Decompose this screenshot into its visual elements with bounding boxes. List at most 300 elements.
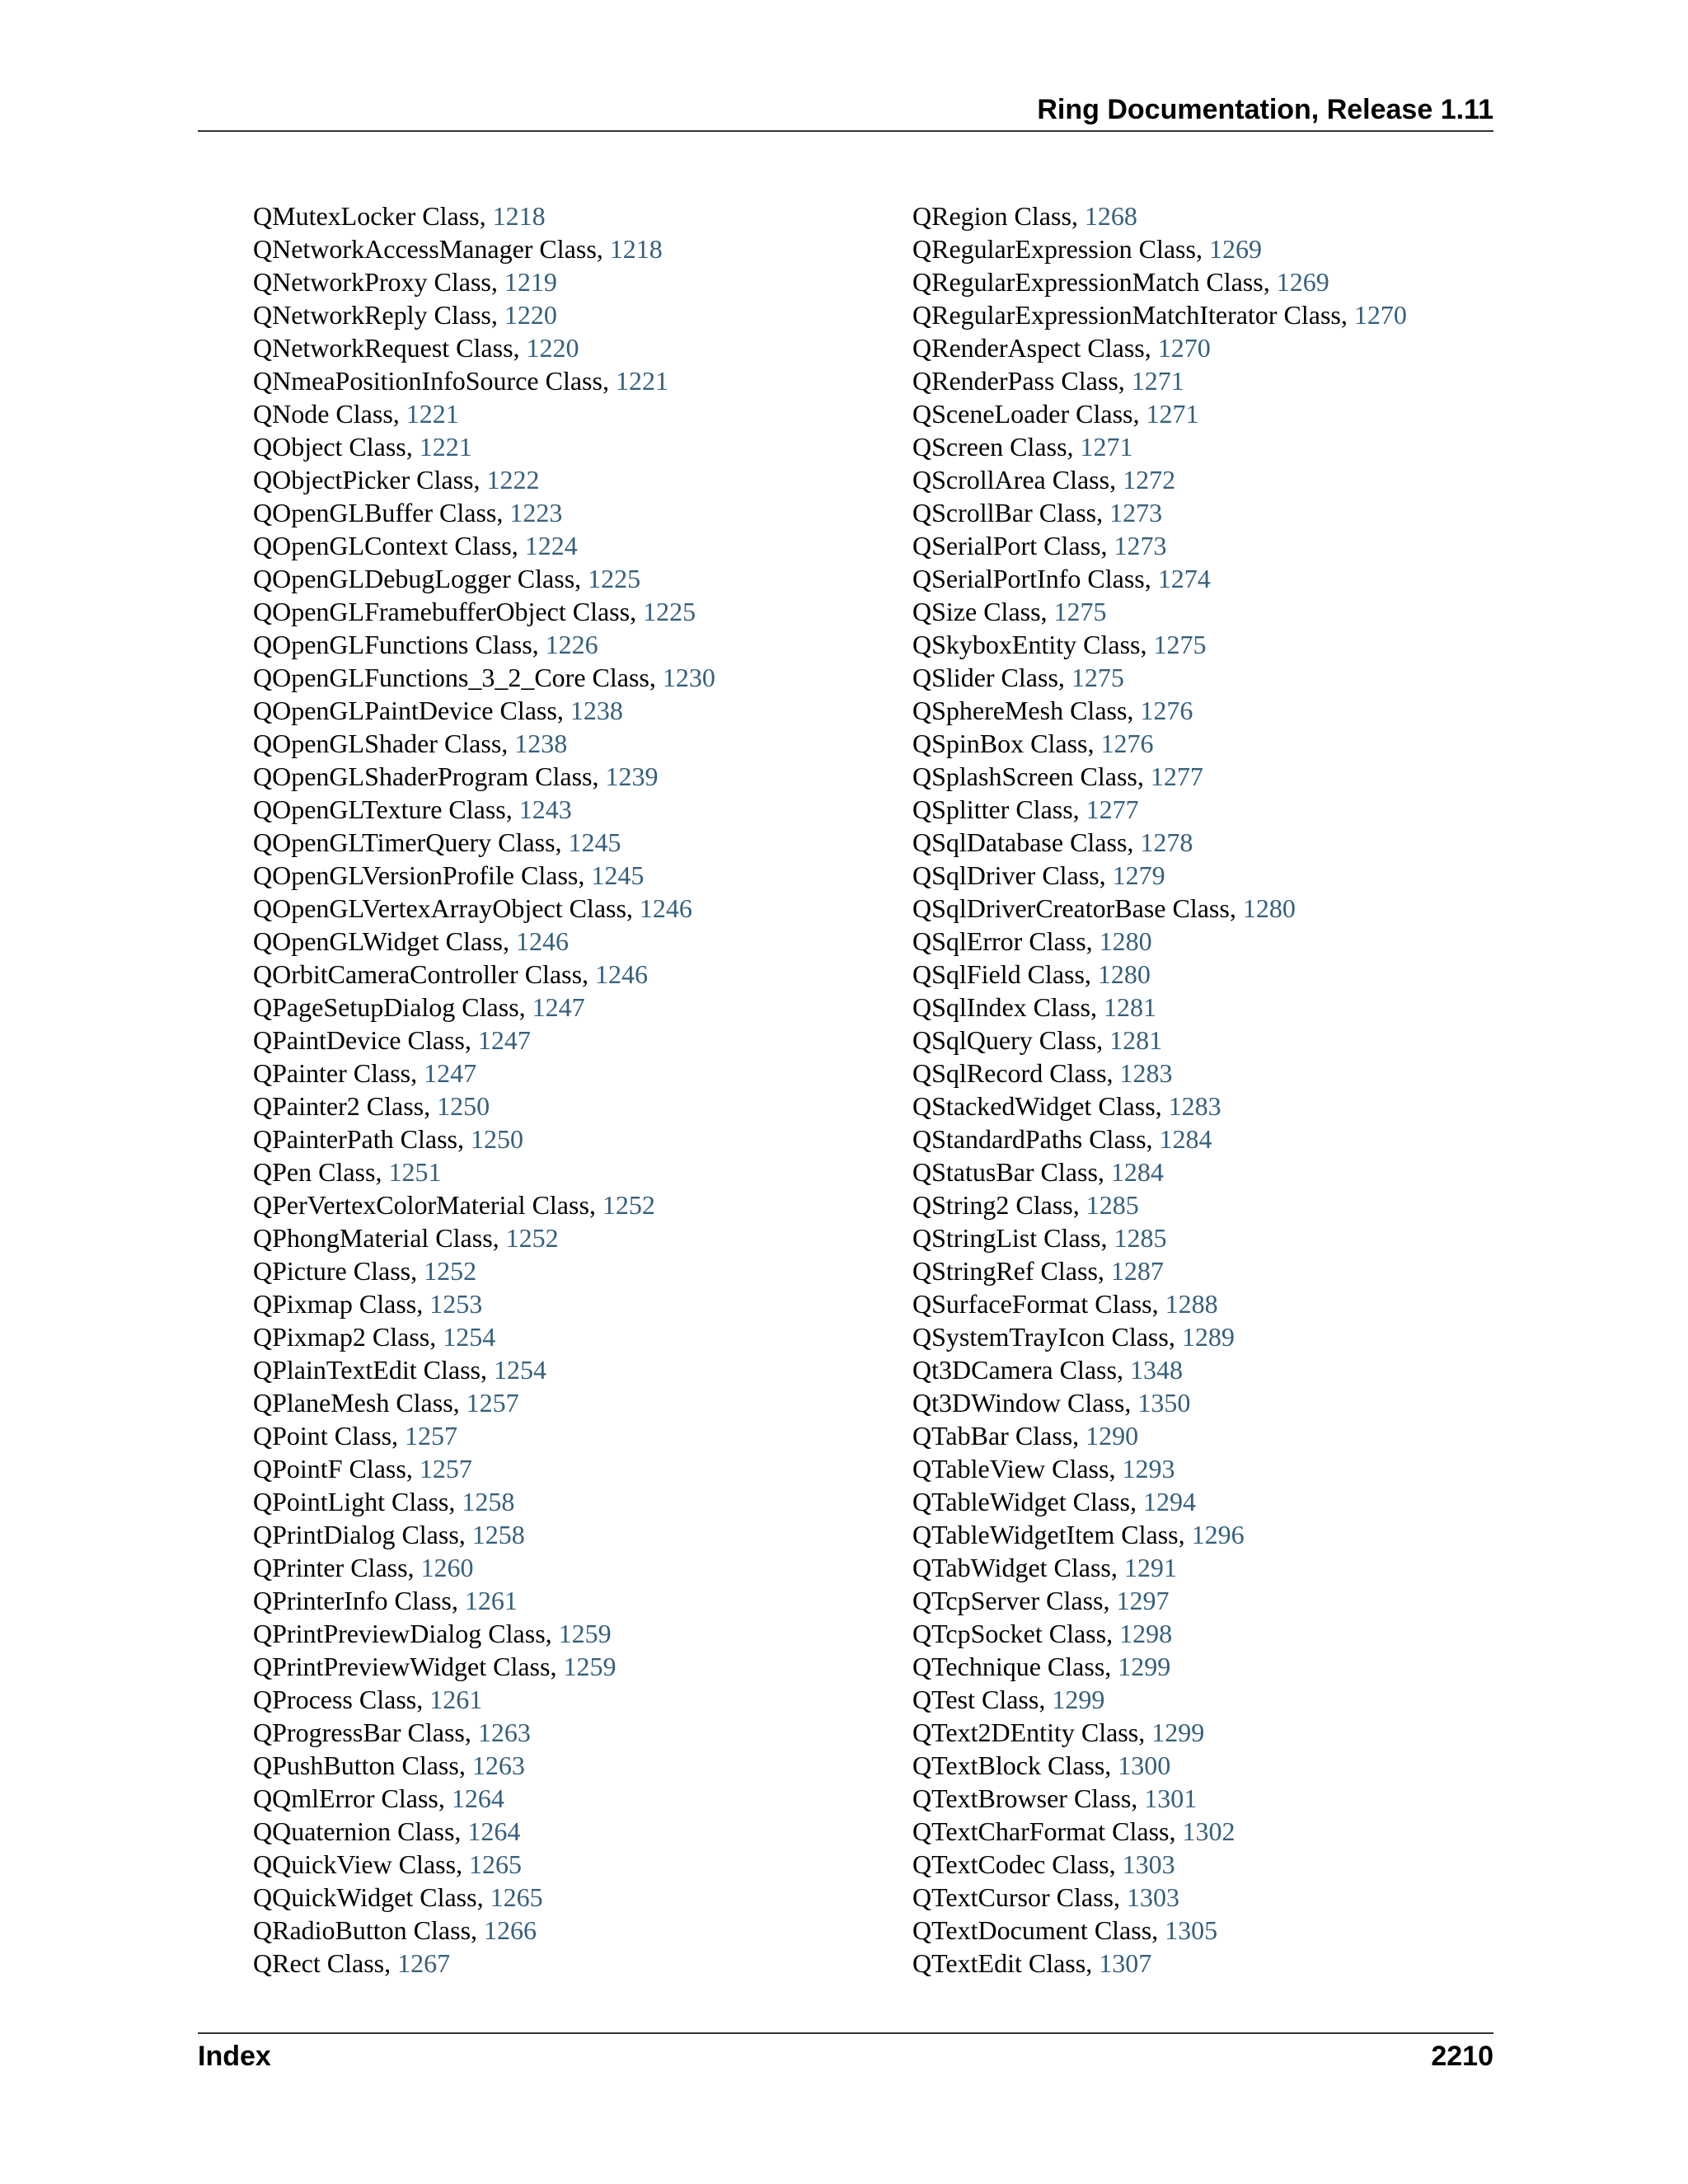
index-entry-page-link[interactable]: 1263 [477, 1718, 531, 1747]
index-entry-page-link[interactable]: 1252 [505, 1223, 559, 1253]
index-entry-page-link[interactable]: 1264 [451, 1783, 504, 1813]
index-entry-page-link[interactable]: 1260 [420, 1553, 474, 1582]
index-entry-page-link[interactable]: 1238 [514, 729, 568, 758]
index-entry-page-link[interactable]: 1288 [1165, 1289, 1218, 1319]
index-entry-page-link[interactable]: 1257 [405, 1421, 458, 1451]
index-entry: QTextBlock Class, 1300 [912, 1750, 1171, 1780]
index-entry: QStackedWidget Class, 1283 [912, 1091, 1221, 1121]
index-entry-page-link[interactable]: 1257 [419, 1454, 472, 1483]
index-entry-page-link[interactable]: 1299 [1118, 1652, 1171, 1681]
index-entry: QSystemTrayIcon Class, 1289 [912, 1322, 1235, 1352]
index-entry: QTcpSocket Class, 1298 [912, 1619, 1173, 1648]
index-entry-page-link[interactable]: 1280 [1097, 959, 1151, 989]
index-entry-page-link[interactable]: 1270 [1353, 300, 1407, 330]
index-entry: QSqlDriver Class, 1279 [912, 860, 1165, 890]
index-entry: QOpenGLTimerQuery Class, 1245 [253, 827, 621, 857]
index-entry: QPen Class, 1251 [253, 1157, 442, 1187]
index-entry-page-link[interactable]: 1302 [1182, 1816, 1236, 1846]
index-entry-page-link[interactable]: 1278 [1140, 827, 1193, 857]
index-entry-name: QSqlQuery Class [912, 1025, 1097, 1055]
index-entry-name: QScreen Class [912, 432, 1067, 462]
index-entry-name: QNetworkProxy Class [253, 267, 491, 297]
index-entry-page-link[interactable]: 1277 [1150, 762, 1203, 791]
index-entry: QRegularExpressionMatchIterator Class, 1270 [912, 300, 1407, 330]
index-entry-name: QSqlIndex Class [912, 992, 1090, 1022]
index-entry-page-link[interactable]: 1289 [1181, 1322, 1235, 1352]
index-entry-page-link[interactable]: 1285 [1114, 1223, 1167, 1253]
index-entry-name: QPainter2 Class [253, 1091, 424, 1121]
index-entry-page-link[interactable]: 1280 [1242, 893, 1296, 923]
index-entry: QTest Class, 1299 [912, 1685, 1105, 1714]
index-entry: QNode Class, 1221 [253, 399, 459, 429]
index-entry-page-link[interactable]: 1350 [1137, 1388, 1191, 1418]
index-entry: QSqlQuery Class, 1281 [912, 1025, 1163, 1055]
index-entry-page-link[interactable]: 1267 [397, 1948, 451, 1978]
index-entry: QSphereMesh Class, 1276 [912, 696, 1193, 725]
index-entry-name: QTextCharFormat Class [912, 1816, 1170, 1846]
index-entry-name: QTableWidget Class [912, 1487, 1130, 1516]
index-entry-name: QSerialPort Class [912, 531, 1101, 560]
index-entry-page-link[interactable]: 1268 [1084, 201, 1137, 231]
index-entry-name: QRegion Class [912, 201, 1071, 231]
index-entry: QOpenGLPaintDevice Class, 1238 [253, 696, 623, 725]
index-entry-name: QTableWidgetItem Class [912, 1520, 1179, 1549]
index-entry-page-link[interactable]: 1253 [429, 1289, 483, 1319]
index-entry: QQmlError Class, 1264 [253, 1783, 504, 1813]
index-entry: QPainter2 Class, 1250 [253, 1091, 490, 1121]
index-entry: QOrbitCameraController Class, 1246 [253, 959, 649, 989]
index-entry-page-link[interactable]: 1246 [595, 959, 649, 989]
index-entry: QTextDocument Class, 1305 [912, 1915, 1218, 1945]
index-entry-name: QPlainTextEdit Class [253, 1355, 481, 1385]
index-entry-name: QString2 Class [912, 1190, 1073, 1220]
index-entry-name: QOpenGLShader Class [253, 729, 502, 758]
index-entry: QSize Class, 1275 [912, 597, 1107, 626]
index-entry-name: QOpenGLFunctions_3_2_Core Class [253, 663, 649, 692]
index-entry-page-link[interactable]: 1283 [1119, 1058, 1173, 1088]
index-entry: QPixmap2 Class, 1254 [253, 1322, 496, 1352]
index-entry: QObject Class, 1221 [253, 432, 472, 462]
index-entry-name: QText2DEntity Class [912, 1718, 1139, 1747]
index-entry-page-link[interactable]: 1298 [1119, 1619, 1173, 1648]
index-entry-page-link[interactable]: 1261 [429, 1685, 483, 1714]
index-entry-page-link[interactable]: 1221 [615, 366, 668, 396]
index-entry: QPicture Class, 1252 [253, 1256, 477, 1286]
index-entry-page-link[interactable]: 1279 [1112, 860, 1165, 890]
document-title: Ring Documentation, Release 1.11 [1037, 94, 1493, 125]
index-entry-name: QRenderAspect Class [912, 333, 1145, 363]
index-entry: QSerialPortInfo Class, 1274 [912, 564, 1211, 593]
index-entry-name: QSystemTrayIcon Class [912, 1322, 1169, 1352]
index-entry: QPlainTextEdit Class, 1254 [253, 1355, 546, 1385]
index-entry: QPrintDialog Class, 1258 [253, 1520, 525, 1549]
index-entry: QOpenGLFunctions_3_2_Core Class, 1230 [253, 663, 715, 692]
index-entry-page-link[interactable]: 1284 [1110, 1157, 1164, 1187]
index-entry-page-link[interactable]: 1252 [424, 1256, 477, 1286]
index-entry-page-link[interactable]: 1269 [1208, 234, 1262, 264]
index-entry-name: QPen Class [253, 1157, 376, 1187]
index-entry-page-link[interactable]: 1265 [469, 1849, 523, 1879]
index-entry-page-link[interactable]: 1252 [602, 1190, 655, 1220]
index-entry-page-link[interactable]: 1297 [1116, 1586, 1170, 1615]
index-entry-page-link[interactable]: 1224 [524, 531, 578, 560]
index-entry-page-link[interactable]: 1299 [1052, 1685, 1105, 1714]
index-entry-name: QPointF Class [253, 1454, 406, 1483]
index-entry: QPainter Class, 1247 [253, 1058, 477, 1088]
index-entry-page-link[interactable]: 1276 [1100, 729, 1154, 758]
index-entry-name: QPointLight Class [253, 1487, 449, 1516]
index-entry: QQuaternion Class, 1264 [253, 1816, 521, 1846]
index-entry-page-link[interactable]: 1273 [1109, 498, 1163, 527]
index-entry-name: QSqlError Class [912, 926, 1086, 956]
index-entry-page-link[interactable]: 1258 [462, 1487, 515, 1516]
index-entry: QProgressBar Class, 1263 [253, 1718, 531, 1747]
index-entry-name: QScrollBar Class [912, 498, 1097, 527]
index-entry: QSqlField Class, 1280 [912, 959, 1151, 989]
index-entry: QScrollBar Class, 1273 [912, 498, 1163, 527]
page-footer [198, 2032, 1493, 2083]
index-entry-name: QProcess Class [253, 1685, 417, 1714]
index-entry: QObjectPicker Class, 1222 [253, 465, 540, 494]
index-entry-page-link[interactable]: 1294 [1142, 1487, 1196, 1516]
index-entry: QSqlIndex Class, 1281 [912, 992, 1156, 1022]
index-entry: QSqlRecord Class, 1283 [912, 1058, 1173, 1088]
index-entry: QOpenGLVersionProfile Class, 1245 [253, 860, 645, 890]
index-entry: QOpenGLFunctions Class, 1226 [253, 630, 598, 659]
index-entry: QRegularExpressionMatch Class, 1269 [912, 267, 1329, 297]
index-entry: QOpenGLWidget Class, 1246 [253, 926, 569, 956]
index-entry-page-link[interactable]: 1287 [1110, 1256, 1164, 1286]
index-entry: QOpenGLShaderProgram Class, 1239 [253, 762, 659, 791]
index-entry-page-link[interactable]: 1219 [504, 267, 557, 297]
index-entry-name: QTabWidget Class [912, 1553, 1111, 1582]
index-entry: QTechnique Class, 1299 [912, 1652, 1171, 1681]
index-entry-name: QPrinterInfo Class [253, 1586, 452, 1615]
index-entry-page-link[interactable]: 1239 [605, 762, 659, 791]
index-entry-page-link[interactable]: 1275 [1153, 630, 1207, 659]
index-entry-name: QTextDocument Class [912, 1915, 1152, 1945]
index-entry: QTextCharFormat Class, 1302 [912, 1816, 1236, 1846]
index-entry: QNetworkRequest Class, 1220 [253, 333, 579, 363]
index-entry-page-link[interactable]: 1274 [1157, 564, 1211, 593]
index-entry: QOpenGLFramebufferObject Class, 1225 [253, 597, 696, 626]
index-entry-page-link[interactable]: 1247 [477, 1025, 531, 1055]
index-entry-name: QRenderPass Class [912, 366, 1118, 396]
index-entry-name: QRegularExpression Class [912, 234, 1196, 264]
index-entry: QPrintPreviewDialog Class, 1259 [253, 1619, 612, 1648]
index-entry-page-link[interactable]: 1270 [1157, 333, 1211, 363]
index-entry-name: QPicture Class [253, 1256, 411, 1286]
index-entry-name: QRegularExpressionMatch Class [912, 267, 1264, 297]
index-entry: QQuickView Class, 1265 [253, 1849, 523, 1879]
index-entry-name: QSqlDriver Class [912, 860, 1100, 890]
index-entry: QStatusBar Class, 1284 [912, 1157, 1164, 1187]
index-entry-page-link[interactable]: 1293 [1122, 1454, 1175, 1483]
index-entry-page-link[interactable]: 1283 [1168, 1091, 1221, 1121]
index-entry: QRegularExpression Class, 1269 [912, 234, 1262, 264]
index-entry-name: QPixmap2 Class [253, 1322, 430, 1352]
index-entry: QSceneLoader Class, 1271 [912, 399, 1199, 429]
index-entry-name: QTabBar Class [912, 1421, 1073, 1451]
index-entry-name: QOpenGLWidget Class [253, 926, 503, 956]
index-entry: QProcess Class, 1261 [253, 1685, 483, 1714]
index-entry-page-link[interactable]: 1258 [471, 1520, 525, 1549]
index-entry-page-link[interactable]: 1218 [492, 201, 546, 231]
index-entry-page-link[interactable]: 1271 [1080, 432, 1133, 462]
index-entry-page-link[interactable]: 1250 [470, 1124, 523, 1154]
index-entry: QTextCursor Class, 1303 [912, 1882, 1179, 1912]
index-entry: QTableView Class, 1293 [912, 1454, 1175, 1483]
index-entry-page-link[interactable]: 1261 [464, 1586, 518, 1615]
index-entry-page-link[interactable]: 1303 [1122, 1849, 1175, 1879]
index-columns [0, 199, 1688, 2013]
index-entry-page-link[interactable]: 1222 [486, 465, 540, 494]
index-entry-name: QSkyboxEntity Class [912, 630, 1141, 659]
index-entry-name: QOpenGLContext Class [253, 531, 512, 560]
index-entry-name: QSize Class [912, 597, 1041, 626]
index-entry-name: QNetworkAccessManager Class [253, 234, 597, 264]
index-entry-name: QQuickWidget Class [253, 1882, 477, 1912]
index-entry-page-link[interactable]: 1348 [1129, 1355, 1183, 1385]
index-entry: QOpenGLTexture Class, 1243 [253, 794, 572, 824]
index-entry-page-link[interactable]: 1257 [466, 1388, 519, 1418]
index-entry: QTableWidgetItem Class, 1296 [912, 1520, 1245, 1549]
index-entry-page-link[interactable]: 1273 [1114, 531, 1167, 560]
index-entry-name: QStringList Class [912, 1223, 1101, 1253]
index-entry-name: QMutexLocker Class [253, 201, 480, 231]
index-entry-page-link[interactable]: 1271 [1146, 399, 1199, 429]
index-entry-page-link[interactable]: 1281 [1109, 1025, 1163, 1055]
index-entry-name: QObjectPicker Class [253, 465, 474, 494]
index-entry-page-link[interactable]: 1221 [406, 399, 459, 429]
index-entry-name: QStringRef Class [912, 1256, 1098, 1286]
index-entry-page-link[interactable]: 1291 [1123, 1553, 1177, 1582]
index-entry: QTabBar Class, 1290 [912, 1421, 1139, 1451]
index-entry-name: QSerialPortInfo Class [912, 564, 1145, 593]
index-entry-name: QNetworkReply Class [253, 300, 491, 330]
index-entry-page-link[interactable]: 1281 [1104, 992, 1156, 1022]
index-entry-page-link[interactable]: 1251 [388, 1157, 442, 1187]
index-entry-page-link[interactable]: 1220 [504, 300, 557, 330]
index-entry-page-link[interactable]: 1263 [471, 1750, 525, 1780]
index-entry: QPerVertexColorMaterial Class, 1252 [253, 1190, 655, 1220]
index-entry: QSplashScreen Class, 1277 [912, 762, 1203, 791]
index-entry: QSpinBox Class, 1276 [912, 729, 1154, 758]
index-entry-name: Qt3DCamera Class [912, 1355, 1117, 1385]
index-entry-name: QOpenGLTexture Class [253, 794, 506, 824]
index-entry: QSlider Class, 1275 [912, 663, 1124, 692]
index-entry-page-link[interactable]: 1225 [643, 597, 696, 626]
index-entry: QNmeaPositionInfoSource Class, 1221 [253, 366, 668, 396]
index-entry: QOpenGLContext Class, 1224 [253, 531, 578, 560]
index-entry-name: QSplashScreen Class [912, 762, 1137, 791]
index-entry-page-link[interactable]: 1254 [443, 1322, 496, 1352]
index-entry: QPoint Class, 1257 [253, 1421, 458, 1451]
index-entry-page-link[interactable]: 1276 [1140, 696, 1193, 725]
index-entry: QNetworkReply Class, 1220 [253, 300, 557, 330]
index-entry: QPaintDevice Class, 1247 [253, 1025, 531, 1055]
index-entry-page-link[interactable]: 1259 [558, 1619, 612, 1648]
index-entry-name: QNode Class [253, 399, 393, 429]
index-entry: QTcpServer Class, 1297 [912, 1586, 1170, 1615]
index-entry: QScrollArea Class, 1272 [912, 465, 1176, 494]
index-entry-name: QOpenGLDebugLogger Class [253, 564, 575, 593]
index-entry-name: QQuickView Class [253, 1849, 457, 1879]
index-entry-name: QOrbitCameraController Class [253, 959, 583, 989]
index-entry-name: QSceneLoader Class [912, 399, 1133, 429]
index-entry: QStandardPaths Class, 1284 [912, 1124, 1212, 1154]
index-entry-name: QOpenGLFramebufferObject Class [253, 597, 631, 626]
index-entry-name: QStandardPaths Class [912, 1124, 1146, 1154]
index-entry: QTextBrowser Class, 1301 [912, 1783, 1198, 1813]
index-entry-page-link[interactable]: 1221 [419, 432, 472, 462]
index-entry: QTabWidget Class, 1291 [912, 1553, 1177, 1582]
index-entry: QText2DEntity Class, 1299 [912, 1718, 1205, 1747]
index-entry: QRegion Class, 1268 [912, 201, 1137, 231]
index-entry: QRenderAspect Class, 1270 [912, 333, 1211, 363]
index-entry-page-link[interactable]: 1250 [437, 1091, 490, 1121]
index-entry: QSqlError Class, 1280 [912, 926, 1152, 956]
index-entry-page-link[interactable]: 1269 [1276, 267, 1329, 297]
index-entry: QPrinter Class, 1260 [253, 1553, 474, 1582]
index-entry-page-link[interactable]: 1296 [1191, 1520, 1245, 1549]
index-entry-name: QRadioButton Class [253, 1915, 471, 1945]
index-entry-page-link[interactable]: 1307 [1099, 1948, 1152, 1978]
index-entry-name: QPrintPreviewWidget Class [253, 1652, 551, 1681]
index-entry-name: QPoint Class [253, 1421, 392, 1451]
index-entry-page-link[interactable]: 1280 [1099, 926, 1152, 956]
index-entry-page-link[interactable]: 1245 [591, 860, 645, 890]
index-entry-name: QPixmap Class [253, 1289, 417, 1319]
index-entry: QRadioButton Class, 1266 [253, 1915, 537, 1945]
index-entry-page-link[interactable]: 1271 [1131, 366, 1184, 396]
index-entry-page-link[interactable]: 1246 [515, 926, 569, 956]
index-entry-page-link[interactable]: 1285 [1085, 1190, 1139, 1220]
index-entry-page-link[interactable]: 1290 [1085, 1421, 1139, 1451]
index-entry-page-link[interactable]: 1259 [563, 1652, 617, 1681]
index-entry-name: QSqlRecord Class [912, 1058, 1107, 1088]
index-entry: QOpenGLShader Class, 1238 [253, 729, 568, 758]
index-entry: QTableWidget Class, 1294 [912, 1487, 1196, 1516]
index-entry-name: QTextEdit Class [912, 1948, 1086, 1978]
index-entry: QSkyboxEntity Class, 1275 [912, 630, 1207, 659]
index-entry-name: QOpenGLShaderProgram Class [253, 762, 593, 791]
index-entry-page-link[interactable]: 1243 [518, 794, 572, 824]
index-entry: QSqlDriverCreatorBase Class, 1280 [912, 893, 1296, 923]
index-entry-page-link[interactable]: 1300 [1118, 1750, 1171, 1780]
index-entry-page-link[interactable]: 1264 [467, 1816, 521, 1846]
index-entry-name: QSqlDatabase Class [912, 827, 1128, 857]
index-entry-page-link[interactable]: 1275 [1071, 663, 1124, 692]
index-entry: QScreen Class, 1271 [912, 432, 1133, 462]
index-entry-name: QTcpSocket Class [912, 1619, 1107, 1648]
index-entry: QQuickWidget Class, 1265 [253, 1882, 543, 1912]
index-entry-page-link[interactable]: 1230 [662, 663, 715, 692]
index-entry-page-link[interactable]: 1275 [1053, 597, 1107, 626]
index-entry: QOpenGLVertexArrayObject Class, 1246 [253, 893, 692, 923]
index-entry-page-link[interactable]: 1299 [1151, 1718, 1205, 1747]
index-entry-page-link[interactable]: 1277 [1085, 794, 1139, 824]
index-entry-name: QSpinBox Class [912, 729, 1088, 758]
index-entry-page-link[interactable]: 1247 [424, 1058, 477, 1088]
index-entry-name: QOpenGLFunctions Class [253, 630, 532, 659]
index-entry: QPrintPreviewWidget Class, 1259 [253, 1652, 617, 1681]
index-entry-name: QPushButton Class [253, 1750, 459, 1780]
index-entry-page-link[interactable]: 1266 [484, 1915, 537, 1945]
index-entry-page-link[interactable]: 1225 [588, 564, 641, 593]
index-entry-name: QQmlError Class [253, 1783, 438, 1813]
index-entry-page-link[interactable]: 1254 [493, 1355, 546, 1385]
index-entry-name: QPhongMaterial Class [253, 1223, 493, 1253]
index-entry-page-link[interactable]: 1305 [1165, 1915, 1218, 1945]
index-entry-name: QOpenGLVertexArrayObject Class [253, 893, 626, 923]
index-entry: QSerialPort Class, 1273 [912, 531, 1167, 560]
index-entry-page-link[interactable]: 1272 [1123, 465, 1176, 494]
index-entry: QSqlDatabase Class, 1278 [912, 827, 1193, 857]
index-entry-name: QSlider Class [912, 663, 1058, 692]
index-entry-name: QTechnique Class [912, 1652, 1105, 1681]
index-entry-page-link[interactable]: 1218 [609, 234, 663, 264]
index-entry-name: QPrinter Class [253, 1553, 408, 1582]
index-entry: QPrinterInfo Class, 1261 [253, 1586, 518, 1615]
index-entry-name: QPrintDialog Class [253, 1520, 459, 1549]
index-entry: QStringList Class, 1285 [912, 1223, 1167, 1253]
index-entry: QTextCodec Class, 1303 [912, 1849, 1175, 1879]
page-header [198, 89, 1493, 132]
index-entry-name: QOpenGLBuffer Class [253, 498, 497, 527]
index-entry-page-link[interactable]: 1247 [532, 992, 585, 1022]
index-entry: QMutexLocker Class, 1218 [253, 201, 546, 231]
index-entry: QPhongMaterial Class, 1252 [253, 1223, 559, 1253]
index-entry-page-link[interactable]: 1303 [1126, 1882, 1179, 1912]
index-entry-page-link[interactable]: 1220 [526, 333, 579, 363]
index-column-left [253, 199, 715, 1980]
index-entry-name: QPainter Class [253, 1058, 411, 1088]
index-entry-page-link[interactable]: 1238 [570, 696, 623, 725]
index-entry-name: QRegularExpressionMatchIterator Class [912, 300, 1341, 330]
index-entry-name: QPerVertexColorMaterial Class [253, 1190, 589, 1220]
index-entry: QPointF Class, 1257 [253, 1454, 472, 1483]
index-entry-name: QNmeaPositionInfoSource Class [253, 366, 603, 396]
index-entry-name: QPlaneMesh Class [253, 1388, 453, 1418]
index-entry-page-link[interactable]: 1223 [509, 498, 563, 527]
index-entry-name: QPaintDevice Class [253, 1025, 465, 1055]
index-entry-page-link[interactable]: 1301 [1144, 1783, 1198, 1813]
index-entry-name: QProgressBar Class [253, 1718, 465, 1747]
index-entry-name: QSphereMesh Class [912, 696, 1128, 725]
index-entry-page-link[interactable]: 1246 [639, 893, 692, 923]
index-entry: QRect Class, 1267 [253, 1948, 451, 1978]
index-entry-name: QSplitter Class [912, 794, 1073, 824]
index-entry-name: QObject Class [253, 432, 406, 462]
index-entry: Qt3DCamera Class, 1348 [912, 1355, 1183, 1385]
index-entry-name: QOpenGLTimerQuery Class [253, 827, 556, 857]
index-entry: QNetworkAccessManager Class, 1218 [253, 234, 663, 264]
index-column-right [912, 199, 1407, 1980]
index-entry-page-link[interactable]: 1245 [568, 827, 621, 857]
index-entry-page-link[interactable]: 1284 [1159, 1124, 1212, 1154]
index-entry-name: Qt3DWindow Class [912, 1388, 1125, 1418]
index-entry-name: QTextCursor Class [912, 1882, 1114, 1912]
index-entry: QPixmap Class, 1253 [253, 1289, 483, 1319]
index-entry: QPushButton Class, 1263 [253, 1750, 525, 1780]
index-entry-page-link[interactable]: 1265 [490, 1882, 543, 1912]
index-entry: Qt3DWindow Class, 1350 [912, 1388, 1191, 1418]
index-entry: QPlaneMesh Class, 1257 [253, 1388, 519, 1418]
footer-page-number: 2210 [1431, 2041, 1493, 2072]
footer-section-label: Index [198, 2041, 271, 2072]
index-entry-page-link[interactable]: 1226 [545, 630, 598, 659]
